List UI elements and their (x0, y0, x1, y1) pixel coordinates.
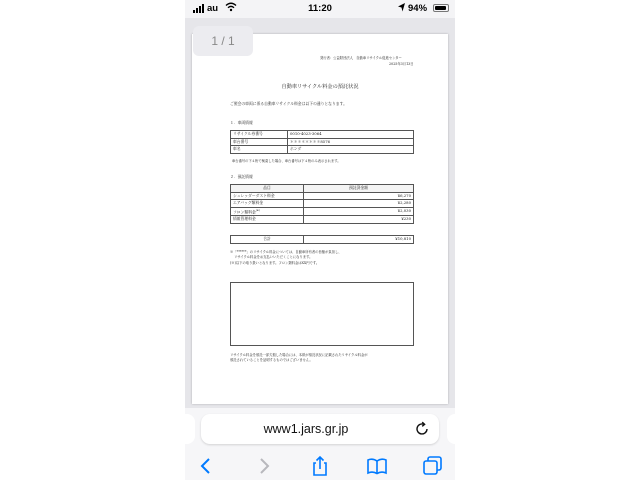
total-label: 合計 (231, 236, 304, 244)
issuer-line: 発行者：公益財団法人 自動車リサイクル促進センター (320, 56, 402, 60)
total-amount: ¥10,810 (304, 236, 414, 244)
fee-item-cell (231, 207, 304, 216)
table-cell-value: ＊＊＊＊＊＊＊＊8576 (288, 138, 414, 146)
total-table (230, 235, 414, 244)
vehicle-info-table (230, 130, 414, 154)
bookmarks-icon[interactable] (365, 454, 389, 478)
url-text[interactable]: www1.jars.gr.jp (263, 422, 349, 436)
table-cell-value: 0010-4023-3064 (288, 131, 414, 139)
document-page (192, 34, 448, 404)
fee-item: 情報管理料金 (231, 216, 304, 224)
table-row (231, 131, 414, 139)
section-vehicle-heading: １．車両情報 (230, 120, 253, 125)
address-bar[interactable] (201, 414, 439, 444)
document-title: 自動車リサイクル料金の預託状況 (281, 84, 359, 90)
footnote-line: (※)以下の取り扱いとなります。フロン類料金はXX円です。 (230, 261, 320, 265)
location-arrow-icon (398, 3, 406, 15)
issue-date: 2025年3月13日 (389, 62, 414, 66)
page-counter: 1 / 1 (193, 26, 253, 56)
next-tab-peek[interactable] (447, 414, 455, 444)
tabs-icon[interactable] (421, 454, 445, 478)
footnote-line: ※「******」のリサイクル料金については、自動車所有者の皆様が負担し、 (230, 250, 342, 254)
fee-item: フロン類料金 (233, 208, 256, 214)
table-cell-label: リサイクル券番号 (231, 131, 288, 139)
share-icon[interactable] (308, 454, 332, 478)
table-row (231, 200, 414, 208)
fee-amount: ¥6,270 (304, 192, 414, 200)
clock-time: 11:20 (308, 3, 332, 14)
browser-toolbar (185, 452, 455, 480)
phone-screen (185, 0, 455, 480)
fee-amount: ¥2,030 (304, 207, 414, 216)
table-row (231, 207, 414, 216)
closing-note-line: 預託されていることを証明するものではございません。 (230, 358, 313, 362)
closing-note-line: リサイクル料金を預託一部欠損した場合には、本紙が預託状況に記載されたリサイクル料金が (230, 353, 368, 357)
table-header-row (231, 185, 414, 193)
table-row (231, 146, 414, 154)
battery-percent: 94% (408, 3, 428, 14)
table-cell-label: 車台番号 (231, 138, 288, 146)
fee-amount: ¥2,280 (304, 200, 414, 208)
battery-icon (433, 4, 449, 12)
table-cell-value: ホンダ (288, 146, 414, 154)
pdf-viewer[interactable] (185, 18, 455, 408)
fee-item: シュレッダーダスト料金 (231, 192, 304, 200)
status-bar (185, 0, 455, 18)
browser-bottom-bar (185, 408, 455, 480)
forward-chevron-icon[interactable] (252, 454, 276, 478)
table-row (231, 138, 414, 146)
carrier-name: au (207, 3, 219, 14)
table-cell-label: 車名 (231, 146, 288, 154)
fee-amount: ¥230 (304, 216, 414, 224)
vehicle-note: 車台番号の下４桁で検索した場合、車台番号は下４桁のみ表示されます。 (232, 159, 341, 163)
table-row (231, 192, 414, 200)
column-header-amount: 預託済金額 (304, 185, 414, 193)
fee-table (230, 184, 414, 224)
table-row (231, 216, 414, 224)
column-header-item: 品目 (231, 185, 304, 193)
fee-item-superscript: (※) (255, 208, 260, 212)
fee-item: エアバッグ類料金 (231, 200, 304, 208)
total-row (231, 236, 414, 244)
reload-icon[interactable] (414, 421, 430, 437)
footnote-line: リサイクル料金をお支払いいただくことになります。 (234, 255, 313, 259)
back-chevron-icon[interactable] (194, 454, 218, 478)
notes-box (230, 282, 414, 346)
section-deposit-heading: ２．預託情報 (230, 174, 253, 179)
previous-tab-peek[interactable] (185, 414, 195, 444)
intro-text: ご照会の車両に係る自動車リサイクル料金は以下の通りとなります。 (230, 101, 347, 106)
